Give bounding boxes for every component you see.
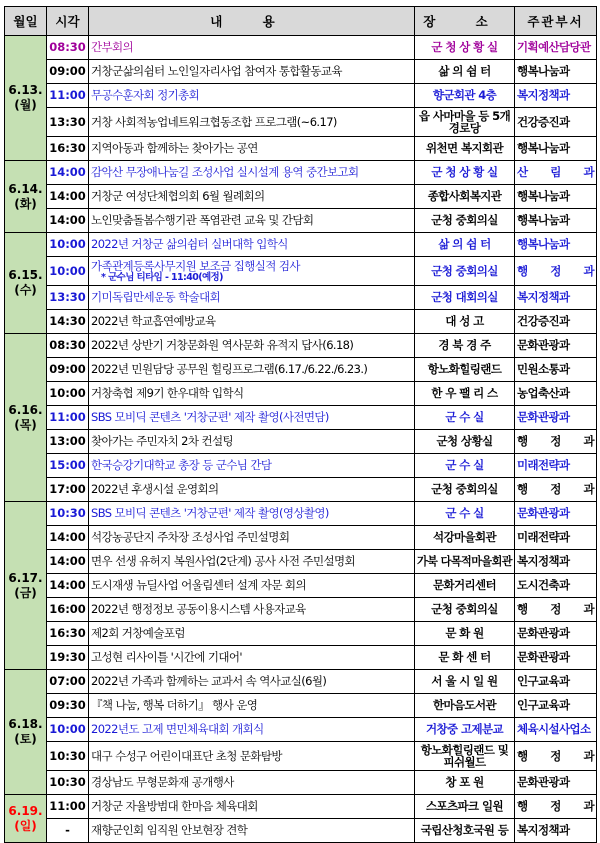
event-place: [415, 550, 515, 574]
event-dept: 미래전략과: [515, 526, 597, 550]
event-dept: 행복나눔과: [515, 209, 597, 233]
event-time: 08:30: [47, 36, 89, 60]
event-time: -: [47, 819, 89, 843]
schedule-row: [5, 286, 597, 310]
event-title: 2022년 상반기 거창문화원 역사문화 유적지 답사(6.18): [91, 338, 354, 352]
schedule-row: [5, 185, 597, 209]
event-time: 13:00: [47, 430, 89, 454]
event-title: 도시재생 뉴딜사업 어울림센터 설계 자문 회의: [91, 578, 306, 592]
event-place-text: 위천면 복지회관: [426, 141, 503, 155]
event-place: [415, 646, 515, 670]
event-dept: 체육시설사업소: [515, 718, 597, 742]
event-dept: 문화관광과: [515, 334, 597, 358]
event-title: 거창군 여성단체협의회 6월 월례회의: [91, 189, 265, 203]
event-dept: 문화관광과: [515, 502, 597, 526]
schedule-row: [5, 257, 597, 286]
event-title: 2022년도 고제 면민체육대회 개회식: [91, 722, 264, 736]
event-place-text: 스포츠파크 일원: [426, 799, 503, 813]
event-place: [415, 233, 515, 257]
event-place-text: 군청 상황실: [436, 434, 493, 448]
event-content: [89, 137, 415, 161]
event-title: 2022년 거창군 삶의쉼터 실버대학 입학식: [91, 237, 288, 251]
header-row: [5, 7, 597, 36]
event-place: [415, 718, 515, 742]
schedule-row: [5, 478, 597, 502]
event-time: 11:00: [47, 795, 89, 819]
event-content: [89, 718, 415, 742]
event-place: [415, 694, 515, 718]
event-dept: 행 정 과: [515, 478, 597, 502]
event-title: 2022년 민원담당 공무원 힐링프로그램(6.17./6.22./6.23.): [91, 362, 368, 376]
day-weekday: (일): [14, 818, 37, 833]
event-place-text: 항노화힐링랜드 및 피쉬월드: [420, 743, 509, 769]
day-weekday: (금): [14, 585, 37, 600]
event-place: [415, 161, 515, 185]
event-title: 가족관계등록사무지원 보조금 집행실적 검사: [91, 258, 300, 273]
schedule-row: [5, 795, 597, 819]
event-place: [415, 454, 515, 478]
schedule-row: [5, 574, 597, 598]
event-place: [415, 334, 515, 358]
event-content: [89, 478, 415, 502]
schedule-row: [5, 598, 597, 622]
event-time: 14:00: [47, 209, 89, 233]
event-time: 10:30: [47, 742, 89, 771]
event-title: SBS 모비딕 콘텐츠 '거창군편' 제작 촬영(영상촬영): [91, 506, 329, 520]
schedule-row: [5, 670, 597, 694]
event-time: 14:30: [47, 310, 89, 334]
event-place: [415, 819, 515, 843]
schedule-row: [5, 502, 597, 526]
event-dept: 행 정 과: [515, 257, 597, 286]
event-place-text: 거창중 고제분교: [426, 722, 503, 736]
event-dept: 복지정책과: [515, 550, 597, 574]
event-content: [89, 185, 415, 209]
event-title: 거창축협 제9기 한우대학 입학식: [91, 386, 244, 400]
event-place-text: 국립산청호국원 등: [420, 823, 509, 837]
day-weekday: (토): [14, 732, 37, 746]
header-content: 내 용: [89, 7, 415, 36]
event-title: 면우 선생 유허지 복원사업(2단계) 공사 사전 주민설명회: [91, 554, 356, 568]
event-dept: 농업축산과: [515, 382, 597, 406]
event-dept: 도시건축과: [515, 574, 597, 598]
event-place: [415, 771, 515, 795]
event-place-text: 군청 중회의실: [431, 602, 498, 616]
day-cell: [5, 161, 47, 233]
event-content: [89, 430, 415, 454]
event-title: 간부회의: [91, 40, 134, 54]
event-content: [89, 742, 415, 771]
schedule-row: [5, 137, 597, 161]
day-cell: [5, 795, 47, 843]
event-place-text: 읍 사마마을 등 5개 경로당: [418, 109, 511, 135]
event-place-text: 문 화 센 터: [438, 650, 491, 664]
event-place-text: 문화거리센터: [432, 578, 497, 592]
event-content: [89, 819, 415, 843]
event-title: 제2회 거창예술포럼: [91, 626, 185, 640]
event-content: [89, 310, 415, 334]
event-place-text: 석강마을회관: [432, 530, 497, 544]
event-title: 2022년 후생시설 운영회의: [91, 482, 219, 496]
schedule-row: [5, 310, 597, 334]
event-title: 고성현 리사이틀 '시간에 기대어': [91, 650, 242, 664]
day-cell: [5, 36, 47, 161]
event-time: 08:30: [47, 334, 89, 358]
event-place: [415, 60, 515, 84]
event-title: 찾아가는 주민자치 2차 컨설팅: [91, 434, 233, 448]
day-cell: [5, 670, 47, 795]
event-place-text: 군청 중회의실: [431, 213, 498, 227]
event-dept: 미래전략과: [515, 454, 597, 478]
event-place: [415, 108, 515, 137]
event-content: [89, 646, 415, 670]
event-place: [415, 622, 515, 646]
event-content: [89, 36, 415, 60]
day-cell: [5, 233, 47, 334]
event-place-text: 가북 다목적마을회관: [417, 554, 512, 568]
event-content: [89, 358, 415, 382]
event-dept: 기획예산담당관: [515, 36, 597, 60]
event-place-text: 군 수 실: [445, 506, 484, 520]
event-place: [415, 84, 515, 108]
event-place-text: 서 울 시 일 원: [431, 674, 498, 688]
event-place-text: 군청 대회의실: [431, 290, 498, 304]
day-cell: [5, 502, 47, 670]
schedule-row: [5, 358, 597, 382]
event-place-text: 종합사회복지관: [427, 189, 502, 203]
event-place-text: 대 성 고: [445, 314, 484, 328]
event-dept: 행 정 과: [515, 598, 597, 622]
day-cell: [5, 334, 47, 502]
event-content: [89, 694, 415, 718]
event-content: [89, 622, 415, 646]
event-place: [415, 137, 515, 161]
event-title: 거창 사회적농업네트워크협동조합 프로그램(~6.17): [91, 114, 337, 129]
event-dept: 복지정책과: [515, 286, 597, 310]
event-dept: 복지정책과: [515, 819, 597, 843]
event-title: 2022년 행정정보 공동이용시스템 사용자교육: [91, 602, 306, 616]
event-place: [415, 670, 515, 694]
event-dept: 행복나눔과: [515, 185, 597, 209]
event-time: 13:30: [47, 286, 89, 310]
event-time: 11:00: [47, 84, 89, 108]
event-place: [415, 185, 515, 209]
schedule-row: [5, 108, 597, 137]
event-title: 『책 나눔, 행복 더하기』 행사 운영: [91, 698, 258, 712]
day-date: 6.16.: [8, 402, 43, 417]
event-place-text: 문 화 원: [445, 626, 484, 640]
event-title: 2022년 가족과 함께하는 교과서 속 역사교실(6월): [91, 674, 327, 688]
event-content: [89, 84, 415, 108]
event-time: 17:00: [47, 478, 89, 502]
schedule-row: [5, 233, 597, 257]
event-dept: 산 림 과: [515, 161, 597, 185]
event-place: [415, 406, 515, 430]
event-place-text: 군청 중회의실: [431, 263, 498, 278]
event-title: 지역아동과 함께하는 찾아가는 공연: [91, 141, 258, 155]
schedule-row: [5, 622, 597, 646]
header-day: 월일: [5, 7, 47, 36]
event-dept: 문화관광과: [515, 622, 597, 646]
event-content: [89, 598, 415, 622]
event-dept: 행 정 과: [515, 742, 597, 771]
schedule-row: [5, 430, 597, 454]
event-content: [89, 382, 415, 406]
event-place: [415, 478, 515, 502]
event-place: [415, 36, 515, 60]
event-time: 14:00: [47, 185, 89, 209]
schedule-row: [5, 550, 597, 574]
event-time: 14:00: [47, 526, 89, 550]
event-dept: 행 정 과: [515, 430, 597, 454]
day-weekday: (수): [14, 283, 37, 297]
event-content: [89, 550, 415, 574]
event-time: 16:30: [47, 137, 89, 161]
event-dept: 행 정 과: [515, 795, 597, 819]
event-title: 석강농공단지 주차장 조성사업 주민설명회: [91, 530, 290, 544]
schedule-row: [5, 694, 597, 718]
schedule-row: [5, 454, 597, 478]
event-place-text: 경 북 경 주: [438, 338, 491, 352]
schedule-row: [5, 526, 597, 550]
event-place: [415, 257, 515, 286]
event-content: [89, 526, 415, 550]
event-content: [89, 60, 415, 84]
event-title: 거창군삶의쉼터 노인일자리사업 참여자 통합활동교육: [91, 64, 342, 78]
schedule-row: [5, 161, 597, 185]
event-time: 10:30: [47, 502, 89, 526]
schedule-row: [5, 718, 597, 742]
event-title: 경상남도 무형문화재 공개행사: [91, 775, 234, 789]
event-content: [89, 257, 415, 286]
event-dept: 문화관광과: [515, 771, 597, 795]
event-place: [415, 502, 515, 526]
event-place: [415, 382, 515, 406]
event-time: 09:30: [47, 694, 89, 718]
schedule-row: [5, 771, 597, 795]
event-place-text: 한마음도서관: [432, 698, 497, 712]
event-dept: 건강증진과: [515, 108, 597, 137]
day-weekday: (월): [14, 98, 37, 112]
event-title: 거창군 자율방범대 한마음 체육대회: [91, 799, 258, 813]
event-place-text: 군청 중회의실: [431, 482, 498, 496]
schedule-row: [5, 209, 597, 233]
event-title: SBS 모비딕 콘텐츠 '거창군편' 제작 촬영(사전면담): [91, 410, 329, 424]
event-time: 09:00: [47, 60, 89, 84]
day-date: 6.14.: [8, 181, 43, 196]
event-place: [415, 286, 515, 310]
event-content: [89, 161, 415, 185]
event-title: 노인맞춤돌봄수행기관 폭염관련 교육 및 간담회: [91, 213, 314, 227]
event-time: 11:00: [47, 406, 89, 430]
event-content: [89, 233, 415, 257]
event-content: [89, 454, 415, 478]
schedule-row: [5, 819, 597, 843]
day-date: 6.17.: [8, 570, 43, 585]
event-time: 15:00: [47, 454, 89, 478]
schedule-table: [4, 6, 597, 843]
event-content: [89, 574, 415, 598]
event-title: 한국승강기대학교 총장 등 군수님 간담: [91, 458, 272, 472]
event-place-text: 군 청 상 황 실: [431, 165, 498, 179]
schedule-row: [5, 382, 597, 406]
event-content: [89, 209, 415, 233]
day-date: 6.15.: [8, 268, 43, 282]
event-title: 감악산 무장애나눔길 조성사업 실시설계 용역 중간보고회: [91, 165, 359, 179]
event-dept: 행복나눔과: [515, 137, 597, 161]
event-dept: 문화관광과: [515, 646, 597, 670]
event-time: 07:00: [47, 670, 89, 694]
event-time: 14:00: [47, 574, 89, 598]
event-place: [415, 742, 515, 771]
event-time: 10:30: [47, 771, 89, 795]
event-content: [89, 771, 415, 795]
event-place: [415, 795, 515, 819]
event-title: 재향군인회 임직원 안보현장 견학: [91, 823, 248, 837]
event-place: [415, 598, 515, 622]
day-weekday: (목): [14, 417, 37, 432]
event-note: * 군수님 티타임 - 11:40(예정): [101, 271, 223, 283]
event-title: 무공수훈자회 정기총회: [91, 88, 200, 102]
event-time: 16:00: [47, 598, 89, 622]
event-title: 대구 수성구 어린이대표단 초청 문화탐방: [91, 748, 282, 763]
event-place-text: 창 포 원: [445, 775, 484, 789]
event-dept: 민원소통과: [515, 358, 597, 382]
schedule-row: [5, 84, 597, 108]
event-dept: 인구교육과: [515, 694, 597, 718]
day-date: 6.13.: [8, 83, 43, 97]
header-dept: 주관부서: [515, 7, 597, 36]
header-time: 시각: [47, 7, 89, 36]
event-place: [415, 526, 515, 550]
event-place: [415, 574, 515, 598]
schedule-row: [5, 406, 597, 430]
event-place: [415, 358, 515, 382]
event-time: 16:30: [47, 622, 89, 646]
event-place-text: 삶 의 쉼 터: [438, 237, 491, 251]
event-content: [89, 670, 415, 694]
event-place-text: 항노화힐링랜드: [427, 362, 502, 376]
event-place-text: 한 우 팰 리 스: [431, 386, 498, 400]
schedule-body: [5, 36, 597, 843]
event-content: [89, 334, 415, 358]
event-content: [89, 795, 415, 819]
event-time: 10:00: [47, 233, 89, 257]
event-content: [89, 406, 415, 430]
event-dept: 복지정책과: [515, 84, 597, 108]
schedule-row: [5, 36, 597, 60]
event-time: 19:30: [47, 646, 89, 670]
event-dept: 행복나눔과: [515, 60, 597, 84]
day-date: 6.18.: [8, 717, 43, 731]
event-time: 14:00: [47, 161, 89, 185]
day-date: 6.19.: [8, 803, 43, 818]
schedule-row: [5, 334, 597, 358]
event-time: 10:00: [47, 257, 89, 286]
header-place: 장 소: [415, 7, 515, 36]
schedule-row: [5, 742, 597, 771]
event-time: 09:00: [47, 358, 89, 382]
event-time: 14:00: [47, 550, 89, 574]
event-content: [89, 108, 415, 137]
event-content: [89, 286, 415, 310]
day-weekday: (화): [14, 196, 37, 211]
event-place-text: 삶 의 쉼 터: [438, 64, 491, 78]
event-place: [415, 310, 515, 334]
event-content: [89, 502, 415, 526]
event-dept: 인구교육과: [515, 670, 597, 694]
schedule-row: [5, 646, 597, 670]
event-place-text: 군 수 실: [445, 410, 484, 424]
event-dept: 행복나눔과: [515, 233, 597, 257]
event-place-text: 군 청 상 황 실: [431, 40, 498, 54]
event-place: [415, 430, 515, 454]
event-dept: 문화관광과: [515, 406, 597, 430]
event-title: 2022년 학교흡연예방교육: [91, 314, 216, 328]
event-place: [415, 209, 515, 233]
schedule-row: [5, 60, 597, 84]
event-place-text: 군 수 실: [445, 458, 484, 472]
event-time: 10:00: [47, 718, 89, 742]
event-dept: 건강증진과: [515, 310, 597, 334]
event-time: 13:30: [47, 108, 89, 137]
event-time: 10:00: [47, 382, 89, 406]
event-place-text: 향군회관 4층: [432, 88, 497, 102]
event-title: 기미독립만세운동 학술대회: [91, 290, 221, 304]
